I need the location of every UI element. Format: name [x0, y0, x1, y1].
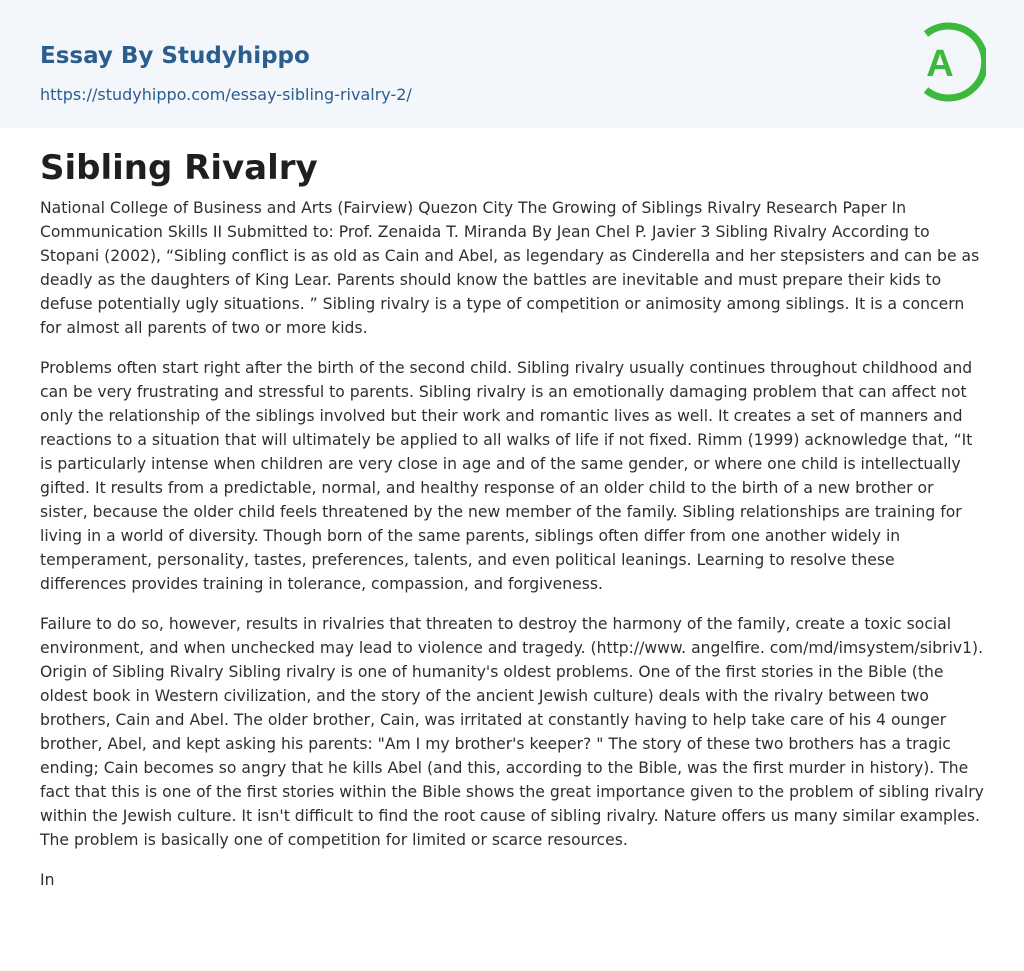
site-header: [0, 0, 1024, 128]
essay-title: Sibling Rivalry: [40, 148, 318, 188]
essay-url-link[interactable]: https://studyhippo.com/essay-sibling-rivalry-2/: [40, 85, 412, 104]
essay-paragraph-1: National College of Business and Arts (Fairview) Quezon City The Growing of Siblings Rivalry Research Paper In Communication Skills II Submitted to: Prof. Zenaida T. Miranda By Jean Chel P. Javier 3 Sibling Rivalry According to Stopani (2002), “Sibling conflict is as old as Cain and Abel, as legendary as Cinderella and her stepsisters and can be as deadly as the daughters of King Lear. Parents should know the battles are inevitable and must prepare their kids to defuse potentially ugly situations. ” Sibling rivalry is a type of competition or animosity among siblings. It is a concern for almost all parents of two or more kids.: [40, 199, 980, 337]
logo-letter: A: [926, 43, 954, 85]
site-brand[interactable]: Essay By Studyhippo: [40, 43, 310, 69]
essay-content: [0, 148, 1024, 892]
essay-paragraph-2: Problems often start right after the birth of the second child. Sibling rivalry usually continues throughout childhood and can be very frustrating and stressful to parents. Sibling rivalry is an emotionally damaging problem that can affect not only the relationship of the siblings involved but their work and romantic lives as well. It creates a set of manners and reactions to a situation that will ultimately be applied to all walks of life if not fixed. Rimm (1999) acknowledge that, “It is particularly intense when children are very close in age and of the same gender, or where one child is intellectually gifted. It results from a predictable, normal, and healthy response of an older child to the birth of a new brother or sister, because the older child feels threatened by the new member of the family. Sibling relationships are training for living in a world of diversity. Though born of the same parents, siblings often differ from one another widely in temperament, personality, tastes, preferences, talents, and even political leanings. Learning to resolve these differences provides training in tolerance, compassion, and forgiveness.: [40, 359, 973, 593]
studyhippo-logo-icon[interactable]: [912, 20, 986, 104]
essay-paragraph-3: Failure to do so, however, results in rivalries that threaten to destroy the harmony of the family, create a toxic social environment, and when unchecked may lead to violence and tragedy. (http://www. angelfire. com/md/imsystem/sibriv1). Origin of Sibling Rivalry Sibling rivalry is one of humanity's oldest problems. One of the first stories in the Bible (the oldest book in Western civilization, and the story of the ancient Jewish culture) deals with the rivalry between two brothers, Cain and Abel. The older brother, Cain, was irritated at constantly having to help take care of his 4 ounger brother, Abel, and kept asking his parents: "Am I my brother's keeper? " The story of these two brothers has a tragic ending; Cain becomes so angry that he kills Abel (and this, according to the Bible, was the first murder in history). The fact that this is one of the first stories within the Bible shows the great importance given to the problem of sibling rivalry within the Jewish culture. It isn't difficult to find the root cause of sibling rivalry. Nature offers us many similar examples. The problem is basically one of competition for limited or scarce resources.: [40, 615, 984, 849]
essay-paragraph-4: In: [40, 871, 55, 889]
